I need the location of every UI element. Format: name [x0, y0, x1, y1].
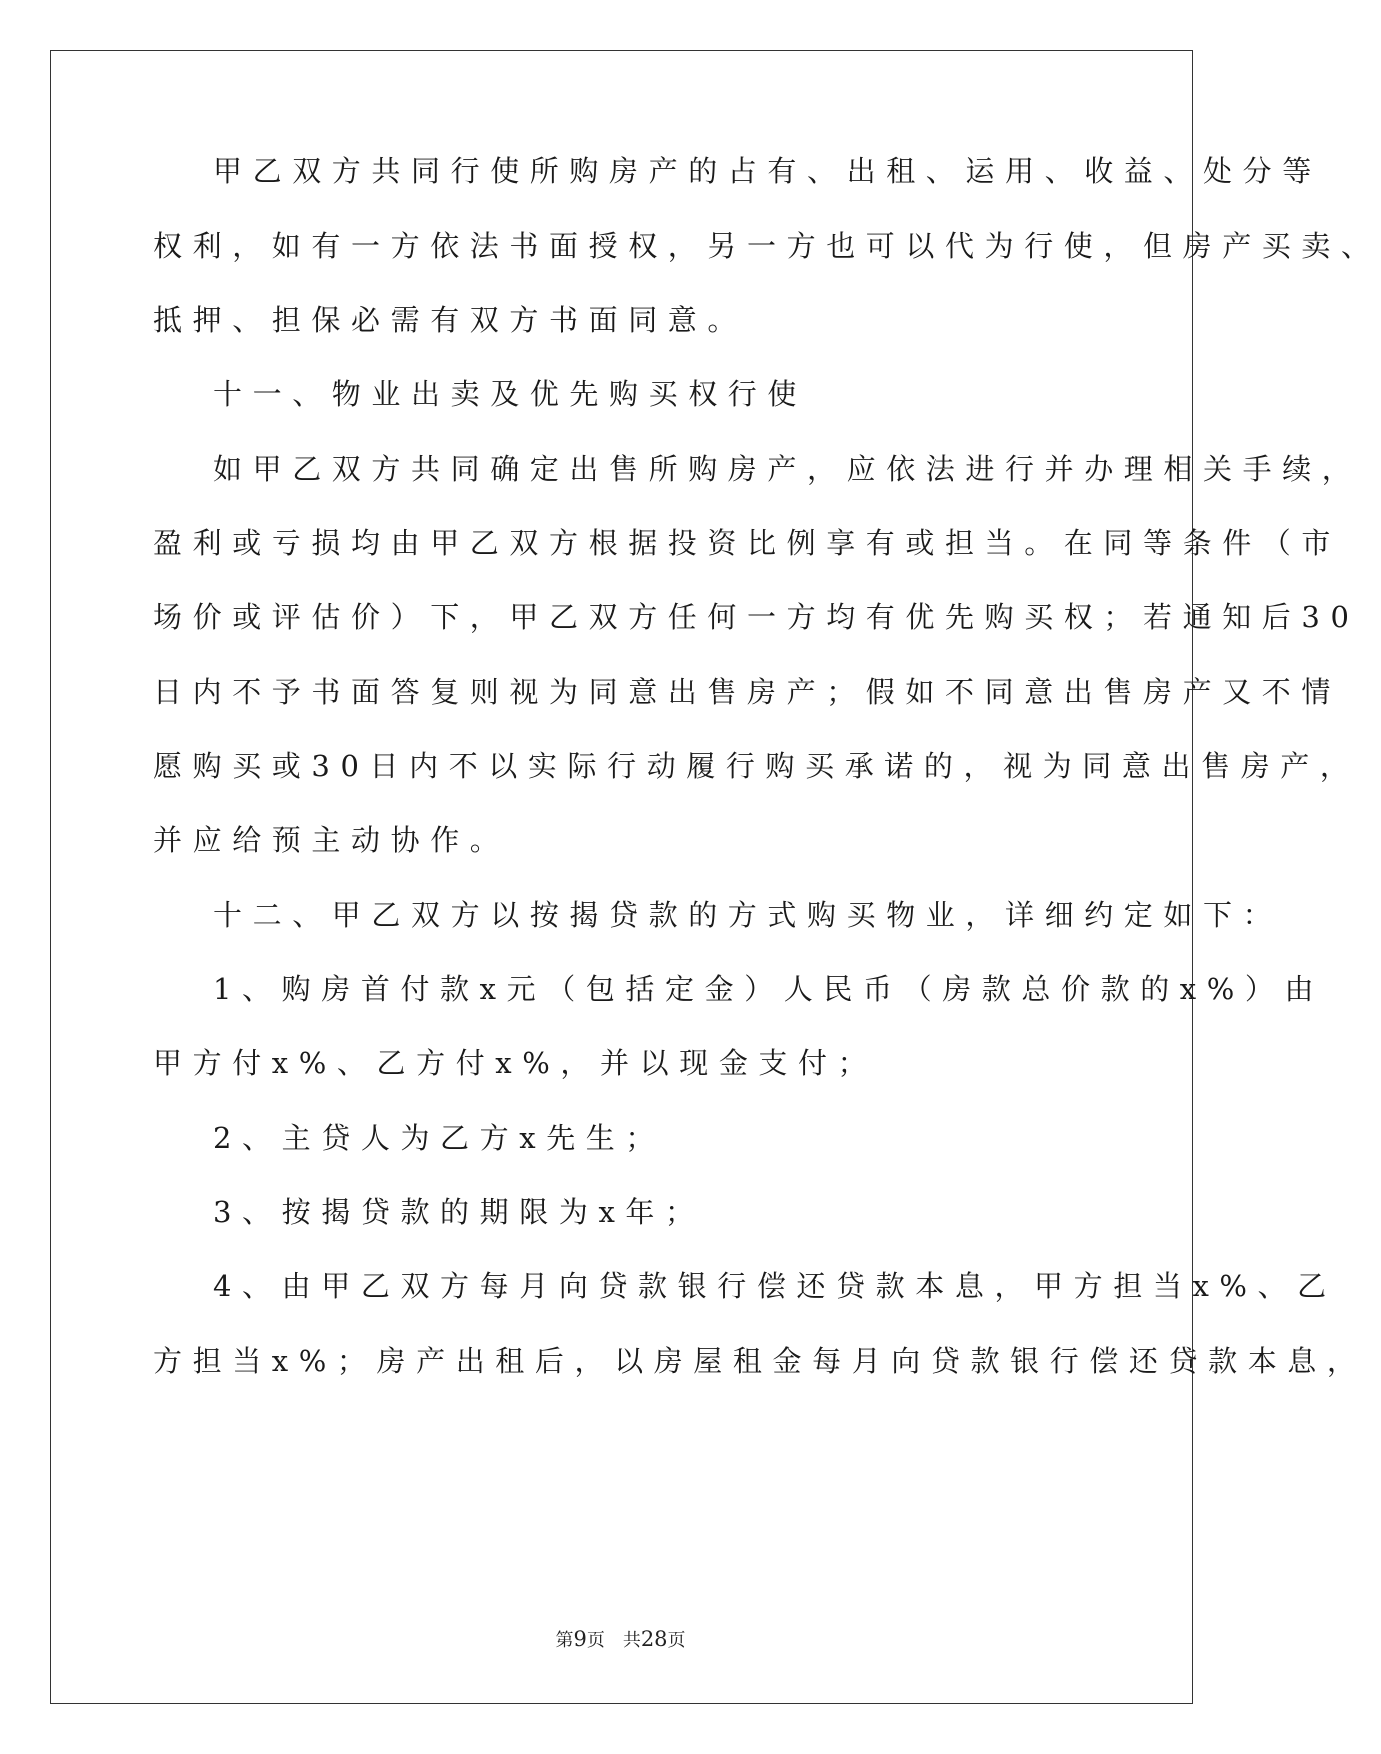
- page-border: [50, 50, 1193, 1704]
- total-prefix: 共: [622, 1630, 641, 1651]
- paragraph-line: 并应给预主动协作。: [153, 823, 510, 857]
- paragraph-line: 抵押、担保必需有双方书面同意。: [153, 303, 748, 337]
- page-footer: [0, 1626, 1241, 1652]
- total-suffix: 页: [667, 1630, 686, 1651]
- paragraph-line: 场价或评估价）下，甲乙双方任何一方均有优先购买权；若通知后30: [153, 600, 1360, 634]
- list-item: 4、由甲乙双方每月向贷款银行偿还贷款本息，甲方担当x%、乙: [213, 1269, 1337, 1303]
- total-pages: 28: [640, 1627, 668, 1651]
- list-item: 2、主贷人为乙方x先生；: [213, 1121, 666, 1155]
- paragraph-line: 愿购买或30日内不以实际行动履行购买承诺的，视为同意出售房产，: [153, 749, 1360, 783]
- list-item: 1、购房首付款x元（包括定金）人民币（房款总价款的x%）由: [213, 972, 1325, 1006]
- paragraph-line: 甲乙双方共同行使所购房产的占有、出租、运用、收益、处分等: [213, 154, 1322, 188]
- page-suffix: 页: [586, 1630, 605, 1651]
- list-item-continuation: 甲方付x%、乙方付x%，并以现金支付；: [153, 1046, 878, 1080]
- section-heading: 十一、物业出卖及优先购买权行使: [213, 377, 808, 411]
- section-heading: 十二、甲乙双方以按揭贷款的方式购买物业，详细约定如下：: [213, 898, 1283, 932]
- page-prefix: 第: [555, 1630, 574, 1651]
- page-number: 9: [573, 1627, 587, 1651]
- paragraph-line: 权利，如有一方依法书面授权，另一方也可以代为行使，但房产买卖、: [153, 229, 1381, 263]
- list-item-continuation: 方担当x%；房产出租后，以房屋租金每月向贷款银行偿还贷款本息，: [153, 1344, 1367, 1378]
- paragraph-line: 日内不予书面答复则视为同意出售房产；假如不同意出售房产又不情: [153, 675, 1342, 709]
- paragraph-line: 盈利或亏损均由甲乙双方根据投资比例享有或担当。在同等条件（市: [153, 526, 1342, 560]
- paragraph-line: 如甲乙双方共同确定出售所购房产，应依法进行并办理相关手续，: [213, 452, 1362, 486]
- list-item: 3、按揭贷款的期限为x年；: [213, 1195, 705, 1229]
